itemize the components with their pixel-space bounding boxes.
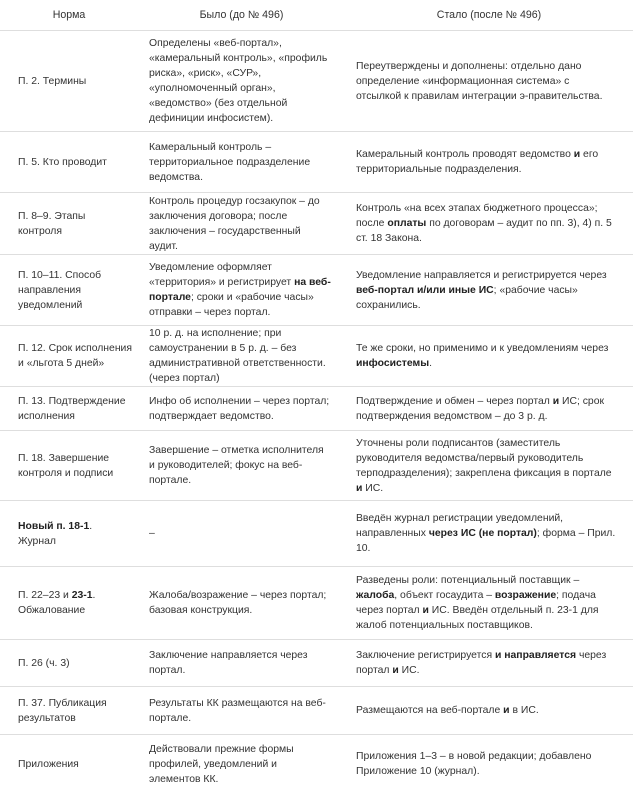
norm-cell: П. 8–9. Этапы контроля: [0, 193, 138, 255]
norm-cell: П. 12. Срок исполнения и «льгота 5 дней»: [0, 326, 138, 387]
before-cell: 10 р. д. на исполнение; при самоустранении в 5 р. д. – без административной ответственности. (через портал): [138, 326, 345, 387]
table-row: [0, 193, 633, 255]
table-row: [0, 431, 633, 501]
after-cell: Заключение регистрируется и направляется через портал и ИС.: [345, 640, 633, 687]
norm-cell: Приложения: [18, 758, 79, 770]
after-cell: Введён журнал регистрации уведомлений, направленных через ИС (не портал); форма – Прил. 10.: [345, 501, 633, 567]
after-cell: Те же сроки, но применимо и к уведомлениям через инфосистемы.: [345, 326, 633, 387]
norm-cell: Новый п. 18-1. Журнал: [0, 501, 138, 567]
norm-cell: П. 26 (ч. 3): [0, 640, 138, 687]
after-cell: Приложения 1–3 – в новой редакции; добавлено Приложение 10 (журнал).: [356, 751, 592, 778]
after-cell: Подтверждение и обмен – через портал и ИС; срок подтверждения ведомством – до 3 р. д.: [345, 387, 633, 431]
before-cell: –: [138, 501, 345, 567]
table-row: [0, 640, 633, 687]
norm-cell: П. 13. Подтверждение исполнения: [0, 387, 138, 431]
table-header-row: [0, 0, 633, 31]
before-cell: Определены «веб-портал», «камеральный контроль», «профиль риска», «риск», «СУР», «уполномоченный орган», «ведомство» (без отдельной дефиниции инфосистем).: [138, 31, 345, 132]
before-cell: Результаты КК размещаются на веб-портале.: [138, 687, 345, 735]
before-cell: Контроль процедур госзакупок – до заключения договора; после заключения – государственный аудит.: [138, 193, 345, 255]
table-row: [0, 132, 633, 193]
before-cell: Уведомление оформляет «территория» и регистрирует на веб-портале; сроки и «рабочие часы» отправки – через портал.: [138, 255, 345, 326]
after-cell: Контроль «на всех этапах бюджетного процесса»; после оплаты по договорам – аудит по пп. 3), 4) п. 5 ст. 18 Закона.: [345, 193, 633, 255]
table-row: [0, 567, 633, 640]
after-cell: Переутверждены и дополнены: отдельно дано определение «информационная система» с отсылкой к правилам интеграции э-правительства.: [345, 31, 633, 132]
header-after: Стало (после № 496): [345, 0, 633, 31]
table-row: [0, 501, 633, 567]
norm-cell: П. 5. Кто проводит: [0, 132, 138, 193]
norm-cell: П. 37. Публикация результатов: [0, 687, 138, 735]
before-cell: Действовали прежние формы профилей, уведомлений и элементов КК.: [149, 743, 294, 785]
table-row: [0, 31, 633, 132]
after-cell: Уточнены роли подписантов (заместитель руководителя ведомства/первый руководитель терподразделения); закреплена фиксация в портале и ИС.: [345, 431, 633, 501]
norm-cell: П. 18. Завершение контроля и подписи: [0, 431, 138, 501]
before-cell: Завершение – отметка исполнителя и руководителей; фокус на веб-портале.: [138, 431, 345, 501]
before-cell: Заключение направляется через портал.: [138, 640, 345, 687]
table-row: [0, 255, 633, 326]
after-cell: Разведены роли: потенциальный поставщик – жалоба, объект госаудита – возражение; подача через портал и ИС. Введён отдельный п. 23-1 для жалоб потенциальных поставщиков.: [345, 567, 633, 640]
after-cell: Камеральный контроль проводят ведомство и его территориальные подразделения.: [345, 132, 633, 193]
header-before: Было (до № 496): [138, 0, 345, 31]
table-row: [0, 387, 633, 431]
after-cell: Уведомление направляется и регистрируется через веб-портал и/или иные ИС; «рабочие часы» сохранились.: [345, 255, 633, 326]
before-cell: Жалоба/возражение – через портал; базовая конструкция.: [138, 567, 345, 640]
after-cell: Размещаются на веб-портале и в ИС.: [345, 687, 633, 735]
table-row: [0, 735, 633, 794]
before-cell: Камеральный контроль – территориальное подразделение ведомства.: [138, 132, 345, 193]
norm-cell: П. 22–23 и 23-1. Обжалование: [0, 567, 138, 640]
norm-cell: П. 10–11. Способ направления уведомлений: [0, 255, 138, 326]
table-row: [0, 326, 633, 387]
before-cell: Инфо об исполнении – через портал; подтверждает ведомство.: [138, 387, 345, 431]
norm-cell: П. 2. Термины: [0, 31, 138, 132]
table-row: [0, 687, 633, 735]
header-norm: Норма: [0, 0, 138, 31]
